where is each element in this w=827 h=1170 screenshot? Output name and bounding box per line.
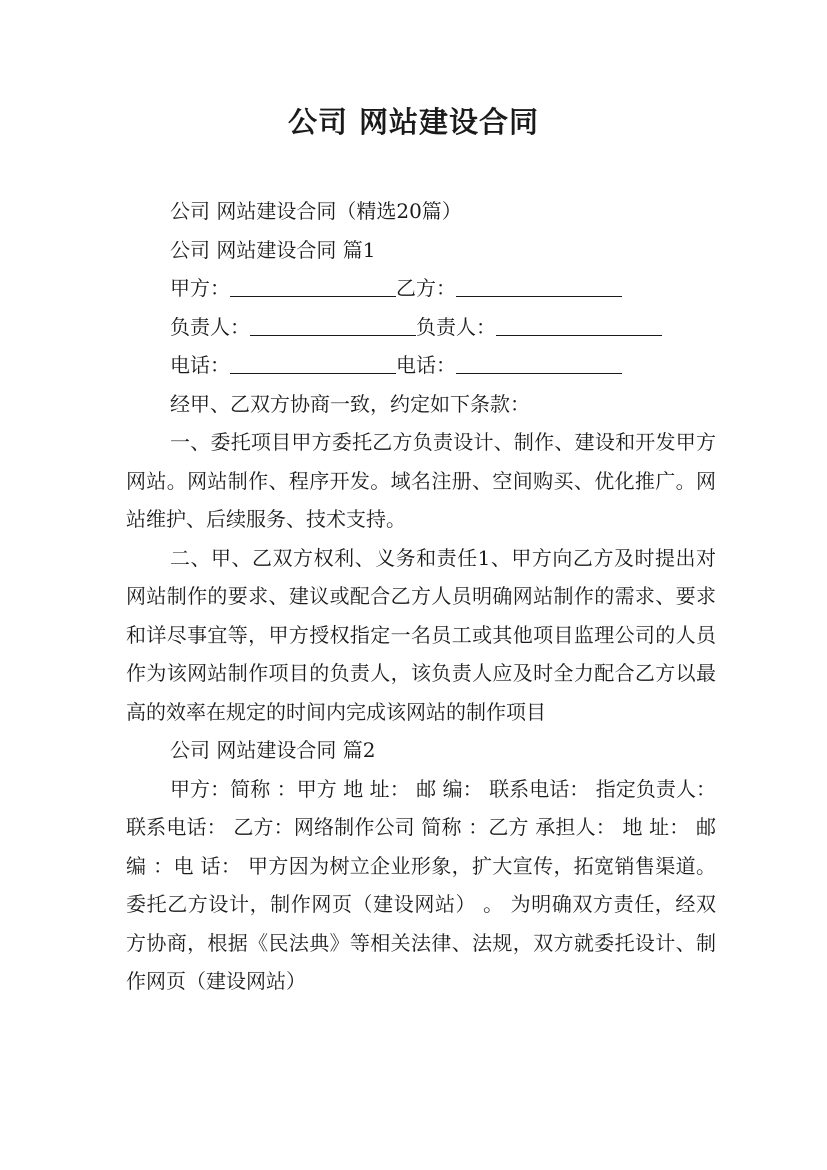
responsible-b-label: 负责人：: [416, 314, 496, 339]
fill-blank: [496, 315, 662, 336]
phone-b-label: 电话：: [396, 353, 456, 377]
fill-blank: [230, 276, 396, 297]
document-title: 公司 网站建设合同: [287, 105, 540, 139]
paragraph-subtitle: 公司 网站建设合同（精选20篇）: [170, 199, 462, 223]
party-b-label: 乙方：: [396, 276, 456, 300]
responsible-line: [126, 308, 716, 347]
paragraph-contract-2: 甲方：简称 ：甲方 地 址： 邮 编： 联系电话： 指定负责人： 联系电话： 乙方：网络制作公司 简称 ：乙方 承担人： 地 址： 邮编 ：电 话： 甲方因为树立企业形象，扩大宣传，拓宽销售渠道。委托乙方设计，制作网页（建设网站） 。 为明确双方责任，经双方协商，根据《民法典》等相关法律、法规，双方就委托设计、制作网页（建设网站）: [126, 776, 716, 993]
paragraph-clause-2: 二、甲、乙双方权利、义务和责任1、甲方向乙方及时提出对网站制作的要求、建议或配合乙方人员明确网站制作的需求、要求和详尽事宜等，甲方授权指定一名员工或其他项目监理公司的人员作为该网站制作项目的负责人，该负责人应及时全力配合乙方以最高的效率在规定的时间内完成该网站的制作项目: [126, 545, 716, 724]
responsible-a-label: 负责人：: [170, 314, 250, 339]
document-body: [126, 192, 716, 1001]
fill-blank: [456, 276, 622, 297]
phone-line: [126, 346, 716, 385]
party-line: [126, 269, 716, 308]
section-heading-2: 公司 网站建设合同 篇2: [170, 738, 376, 762]
fill-blank: [230, 353, 396, 374]
paragraph-agreement-intro: 经甲、乙双方协商一致，约定如下条款：: [170, 391, 530, 416]
phone-a-label: 电话：: [170, 353, 230, 377]
fill-blank: [456, 353, 622, 374]
section-heading-1: 公司 网站建设合同 篇1: [170, 237, 376, 262]
fill-blank: [250, 315, 416, 336]
paragraph-clause-1: 一、委托项目甲方委托乙方负责设计、制作、建设和开发甲方网站。网站制作、程序开发。域名注册、空间购买、优化推广。网站维护、后续服务、技术支持。: [126, 430, 716, 531]
party-a-label: 甲方：: [170, 276, 230, 300]
